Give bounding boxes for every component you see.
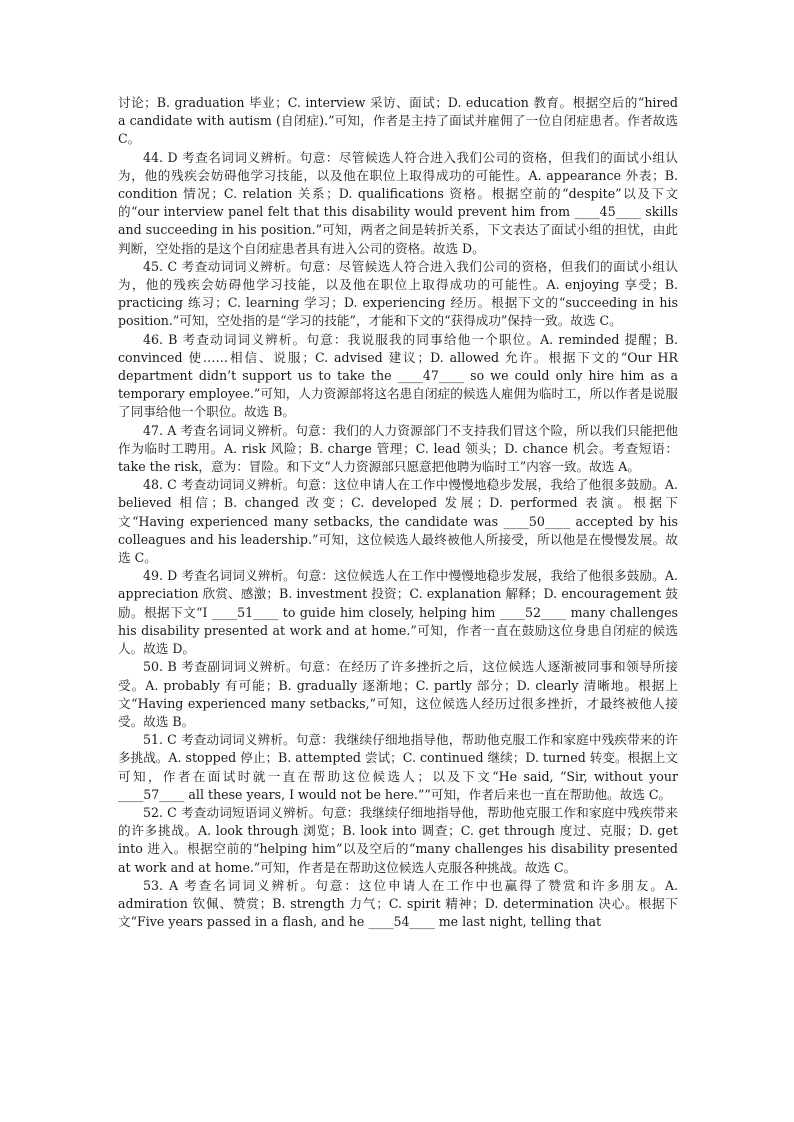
paragraph-answer-49: 49. D 考查名词词义辨析。句意：这位候选人在工作中慢慢地稳步发展，我给了他很多鼓励。A. appreciation 欣赏、感激；B. investment 投资；C. explanation 解释；D. encouragement 鼓励。根据下文“I ____51____ to guide him closely, helping him ____52____ many challenges his disability presented at work and at home.”可知，作者一直在鼓励这位身患自闭症的候选人。故选 D。 — [118, 568, 678, 657]
paragraph-answer-52: 52. C 考查动词短语词义辨析。句意：我继续仔细地指导他，帮助他克服工作和家庭中残疾带来的许多挑战。A. look through 浏览；B. look into 调查；C. get through 度过、克服；D. get into 进入。根据空前的“helping him”以及空后的“many challenges his disability presented at work and at home.”可知，作者是在帮助这位候选人克服各种挑战。故选 C。 — [118, 804, 678, 875]
paragraph-answer-46: 46. B 考查动词词义辨析。句意：我说服我的同事给他一个职位。A. reminded 提醒；B. convinced 使……相信、说服；C. advised 建议；D. allowed 允许。根据下文的“Our HR department didn’t support us to take the ____47____ so we could only hire him as a temporary employee.”可知，人力资源部将这名患自闭症的候选人雇佣为临时工，所以作者是说服了同事给他一个职位。故选 B。 — [118, 331, 678, 420]
paragraph-answer-53: 53. A 考查名词词义辨析。句意：这位申请人在工作中也赢得了赞赏和许多朋友。A. admiration 钦佩、赞赏；B. strength 力气；C. spirit 精神；D. determination 决心。根据下文“Five years passed in a flash, and he ____54____ me last night, telling that — [118, 877, 678, 930]
paragraph-answer-44: 44. D 考查名词词义辨析。句意：尽管候选人符合进入我们公司的资格，但我们的面试小组认为，他的残疾会妨碍他学习技能，以及他在职位上取得成功的可能性。A. appearance 外表；B. condition 情况；C. relation 关系；D. qualifications 资格。根据空前的“despite”以及下文的“our interview panel felt that this disability would prevent him from ____45____ skills and succeeding in his position.”可知，两者之间是转折关系，下文表达了面试小组的担忧，由此判断，空处指的是这个自闭症患者具有进入公司的资格。故选 D。 — [118, 149, 678, 256]
paragraph-answer-48: 48. C 考查动词词义辨析。句意：这位申请人在工作中慢慢地稳步发展，我给了他很多鼓励。A. believed 相信；B. changed 改变；C. developed 发展；D. performed 表演。根据下文“Having experienced many setbacks, the candidate was ____50____ accepted by his colleagues and his leadership.”可知，这位候选人最终被他人所接受，所以他是在慢慢发展。故选 C。 — [118, 477, 678, 566]
paragraph-answer-47: 47. A 考查名词词义辨析。句意：我们的人力资源部门不支持我们冒这个险，所以我们只能把他作为临时工聘用。A. risk 风险；B. charge 管理；C. lead 领头；D. chance 机会。考查短语：take the risk，意为：冒险。和下文“人力资源部只愿意把他聘为临时工”内容一致。故选 A。 — [118, 422, 678, 475]
paragraph-answer-45: 45. C 考查动词词义辨析。句意：尽管候选人符合进入我们公司的资格，但我们的面试小组认为，他的残疾会妨碍他学习技能，以及他在职位上取得成功的可能性。A. enjoying 享受；B. practicing 练习；C. learning 学习；D. experiencing 经历。根据下文的“succeeding in his position.”可知，空处指的是“学习的技能”，才能和下文的“获得成功”保持一致。故选 C。 — [118, 258, 678, 329]
paragraph-answer-51: 51. C 考查动词词义辨析。句意：我继续仔细地指导他，帮助他克服工作和家庭中残疾带来的许多挑战。A. stopped 停止；B. attempted 尝试；C. continued 继续；D. turned 转变。根据上文可知，作者在面试时就一直在帮助这位候选人；以及下文“He said, “Sir, without your ____57____ all these years, I would not be here.””可知，作者后来也一直在帮助他。故选 C。 — [118, 732, 678, 802]
document-page — [118, 94, 678, 931]
paragraph-answer-43-continued: 讨论；B. graduation 毕业；C. interview 采访、面试；D. education 教育。根据空后的“hired a candidate with autism (自闭症).”可知，作者是主持了面试并雇佣了一位自闭症患者。作者故选 C。 — [118, 95, 678, 147]
paragraph-answer-50: 50. B 考查副词词义辨析。句意：在经历了许多挫折之后，这位候选人逐渐被同事和领导所接受。A. probably 有可能；B. gradually 逐渐地；C. partly 部分；D. clearly 清晰地。根据上文“Having experienced many setbacks,”可知，这位候选人经历过很多挫折，才最终被他人接受。故选 B。 — [118, 659, 678, 729]
